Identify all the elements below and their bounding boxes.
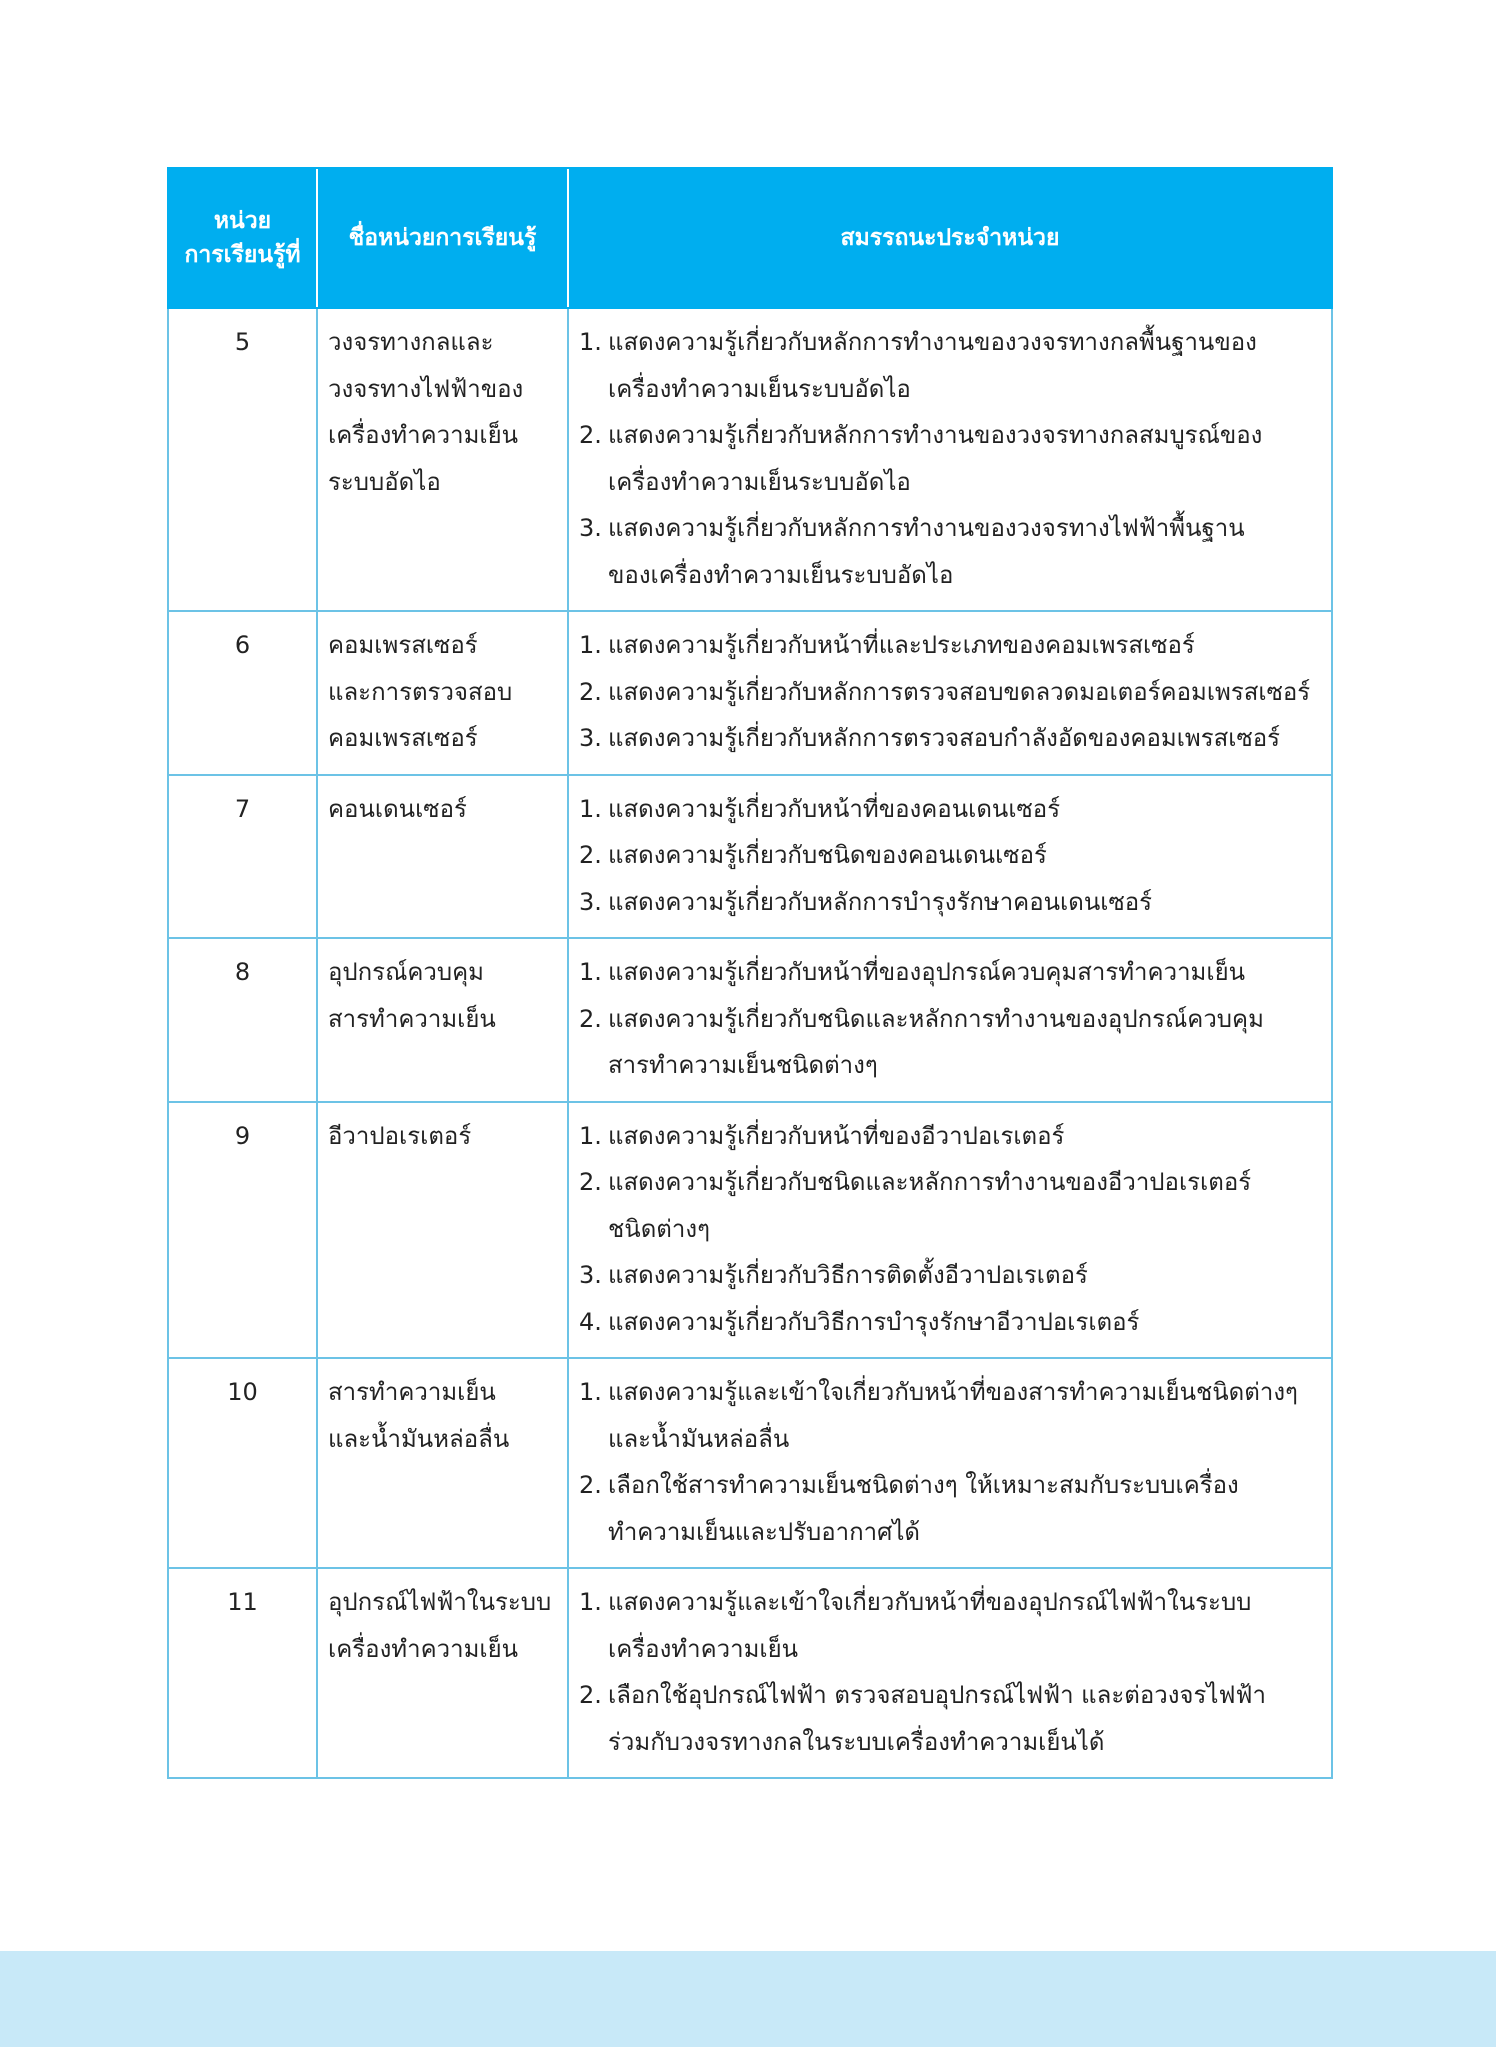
competency-cell bbox=[568, 1568, 1332, 1778]
table-row bbox=[168, 611, 1332, 775]
header-unit-line1: หน่วย bbox=[213, 208, 272, 234]
competency-list bbox=[579, 319, 1321, 598]
competency-line: สารทำความเย็นชนิดต่างๆ bbox=[608, 1051, 878, 1079]
competency-line: เครื่องทำความเย็นระบบอัดไอ bbox=[608, 374, 911, 403]
unit-number-cell: 5 bbox=[168, 308, 317, 611]
competency-line: และน้ำมันหล่อลื่น bbox=[608, 1424, 790, 1453]
competency-cell bbox=[568, 1358, 1332, 1568]
header-row bbox=[168, 168, 1332, 308]
unit-number-cell: 10 bbox=[168, 1358, 317, 1568]
competency-table bbox=[167, 167, 1333, 1779]
competency-item bbox=[579, 505, 1321, 598]
competency-number: 3. bbox=[579, 724, 602, 752]
competency-number: 2. bbox=[579, 1168, 602, 1196]
competency-line: เครื่องทำความเย็น bbox=[608, 1634, 799, 1663]
unit-name-line: สารทำความเย็น bbox=[328, 1378, 496, 1406]
competency-line: แสดงความรู้เกี่ยวกับหน้าที่และประเภทของคอมเพรสเซอร์ bbox=[608, 631, 1195, 659]
unit-name-cell bbox=[317, 308, 568, 611]
competency-list bbox=[579, 786, 1321, 926]
competency-line: แสดงความรู้เกี่ยวกับหน้าที่ของคอนเดนเซอร์ bbox=[608, 794, 1061, 823]
competency-item bbox=[579, 412, 1321, 505]
unit-name-cell bbox=[317, 611, 568, 775]
unit-name-line: อุปกรณ์ควบคุม bbox=[328, 958, 484, 986]
competency-number: 1. bbox=[579, 328, 602, 356]
competency-item bbox=[579, 1672, 1321, 1765]
competency-number: 3. bbox=[579, 887, 602, 916]
unit-name-cell bbox=[317, 775, 568, 939]
competency-line: แสดงความรู้เกี่ยวกับหลักการตรวจสอบกำลังอัดของคอมเพรสเซอร์ bbox=[608, 724, 1281, 752]
header-unit-name: ชื่อหน่วยการเรียนรู้ bbox=[317, 168, 568, 308]
header-competency: สมรรถนะประจำหน่วย bbox=[568, 168, 1332, 308]
competency-list bbox=[579, 622, 1321, 762]
competency-number: 1. bbox=[579, 1378, 602, 1406]
competency-number: 3. bbox=[579, 1261, 602, 1289]
competency-list bbox=[579, 1113, 1321, 1346]
table-row bbox=[168, 1568, 1332, 1778]
competency-number: 2. bbox=[579, 1004, 602, 1033]
unit-name-line: และน้ำมันหล่อลื่น bbox=[328, 1424, 510, 1453]
competency-item bbox=[579, 996, 1321, 1089]
unit-name-line: อุปกรณ์ไฟฟ้าในระบบ bbox=[328, 1588, 552, 1616]
competency-number: 4. bbox=[579, 1307, 602, 1336]
competency-item bbox=[579, 832, 1321, 879]
competency-item bbox=[579, 1159, 1321, 1252]
competency-number: 2. bbox=[579, 841, 602, 869]
competency-line: แสดงความรู้เกี่ยวกับชนิดและหลักการทำงานของอีวาปอเรเตอร์ bbox=[608, 1168, 1252, 1196]
competency-number: 1. bbox=[579, 1121, 602, 1150]
unit-number-cell: 11 bbox=[168, 1568, 317, 1778]
competency-number: 2. bbox=[579, 1681, 602, 1709]
competency-number: 2. bbox=[579, 421, 602, 449]
competency-line: เลือกใช้สารทำความเย็นชนิดต่างๆ ให้เหมาะสมกับระบบเครื่อง bbox=[608, 1471, 1239, 1499]
unit-name-line: วงจรทางกลและ bbox=[328, 328, 494, 356]
competency-line: แสดงความรู้เกี่ยวกับหน้าที่ของอุปกรณ์ควบคุมสารทำความเย็น bbox=[608, 958, 1246, 986]
competency-item bbox=[579, 669, 1321, 716]
competency-line: ของเครื่องทำความเย็นระบบอัดไอ bbox=[608, 560, 954, 589]
competency-item bbox=[579, 1252, 1321, 1299]
unit-name-line: และการตรวจสอบ bbox=[328, 677, 513, 706]
competency-line: แสดงความรู้เกี่ยวกับหน้าที่ของอีวาปอเรเตอร์ bbox=[608, 1121, 1065, 1150]
unit-name-line: เครื่องทำความเย็น bbox=[328, 421, 519, 449]
competency-cell bbox=[568, 1102, 1332, 1359]
competency-line: แสดงความรู้เกี่ยวกับหลักการทำงานของวงจรทางกลพื้นฐานของ bbox=[608, 328, 1257, 356]
competency-cell bbox=[568, 308, 1332, 611]
competency-number: 1. bbox=[579, 958, 602, 986]
unit-name-line: คอมเพรสเซอร์ bbox=[328, 724, 478, 752]
unit-name-line: อีวาปอเรเตอร์ bbox=[328, 1121, 472, 1150]
competency-table-container bbox=[167, 167, 1331, 1779]
table-row bbox=[168, 1102, 1332, 1359]
competency-item bbox=[579, 1579, 1321, 1672]
competency-line: แสดงความรู้เกี่ยวกับชนิดและหลักการทำงานของอุปกรณ์ควบคุม bbox=[608, 1004, 1264, 1033]
competency-line: เครื่องทำความเย็นระบบอัดไอ bbox=[608, 467, 911, 496]
unit-name-line: สารทำความเย็น bbox=[328, 1004, 496, 1033]
competency-item bbox=[579, 879, 1321, 926]
competency-line: แสดงความรู้และเข้าใจเกี่ยวกับหน้าที่ของสารทำความเย็นชนิดต่างๆ bbox=[608, 1378, 1298, 1406]
competency-line: เลือกใช้อุปกรณ์ไฟฟ้า ตรวจสอบอุปกรณ์ไฟฟ้า และต่อวงจรไฟฟ้า bbox=[608, 1681, 1266, 1709]
competency-line: ร่วมกับวงจรทางกลในระบบเครื่องทำความเย็นได้ bbox=[608, 1727, 1105, 1756]
competency-item bbox=[579, 1299, 1321, 1346]
header-unit-line2: การเรียนรู้ที่ bbox=[184, 242, 301, 268]
table-header bbox=[168, 168, 1332, 308]
competency-cell bbox=[568, 611, 1332, 775]
unit-number-cell: 6 bbox=[168, 611, 317, 775]
competency-number: 1. bbox=[579, 1588, 602, 1616]
competency-line: แสดงความรู้เกี่ยวกับวิธีการบำรุงรักษาอีวาปอเรเตอร์ bbox=[608, 1307, 1140, 1336]
competency-item bbox=[579, 786, 1321, 833]
competency-line: แสดงความรู้เกี่ยวกับหลักการทำงานของวงจรทางไฟฟ้าพื้นฐาน bbox=[608, 514, 1245, 542]
table-body bbox=[168, 308, 1332, 1778]
competency-item bbox=[579, 949, 1321, 996]
competency-line: แสดงความรู้เกี่ยวกับหลักการตรวจสอบขดลวดมอเตอร์คอมเพรสเซอร์ bbox=[608, 677, 1311, 706]
competency-line: แสดงความรู้และเข้าใจเกี่ยวกับหน้าที่ของอุปกรณ์ไฟฟ้าในระบบ bbox=[608, 1588, 1252, 1616]
table-row bbox=[168, 308, 1332, 611]
unit-number-cell: 7 bbox=[168, 775, 317, 939]
competency-number: 2. bbox=[579, 677, 602, 706]
competency-number: 2. bbox=[579, 1471, 602, 1499]
competency-number: 3. bbox=[579, 514, 602, 542]
footer-band bbox=[0, 1951, 1496, 2047]
competency-item bbox=[579, 319, 1321, 412]
competency-item bbox=[579, 622, 1321, 669]
unit-name-line: เครื่องทำความเย็น bbox=[328, 1634, 519, 1663]
unit-name-cell bbox=[317, 1102, 568, 1359]
competency-number: 1. bbox=[579, 631, 602, 659]
competency-cell bbox=[568, 938, 1332, 1102]
table-row bbox=[168, 775, 1332, 939]
table-row bbox=[168, 938, 1332, 1102]
header-unit-number bbox=[168, 168, 317, 308]
competency-list bbox=[579, 1369, 1321, 1555]
competency-line: แสดงความรู้เกี่ยวกับวิธีการติดตั้งอีวาปอเรเตอร์ bbox=[608, 1261, 1088, 1289]
unit-name-cell bbox=[317, 938, 568, 1102]
competency-item bbox=[579, 1113, 1321, 1160]
unit-name-line: ระบบอัดไอ bbox=[328, 467, 441, 496]
unit-number-cell: 9 bbox=[168, 1102, 317, 1359]
competency-line: แสดงความรู้เกี่ยวกับหลักการบำรุงรักษาคอนเดนเซอร์ bbox=[608, 887, 1153, 916]
competency-list bbox=[579, 949, 1321, 1089]
table-row bbox=[168, 1358, 1332, 1568]
unit-name-cell bbox=[317, 1568, 568, 1778]
competency-item bbox=[579, 1369, 1321, 1462]
competency-line: ชนิดต่างๆ bbox=[608, 1214, 710, 1243]
unit-name-line: คอมเพรสเซอร์ bbox=[328, 631, 478, 659]
unit-name-line: วงจรทางไฟฟ้าของ bbox=[328, 374, 524, 403]
competency-item bbox=[579, 715, 1321, 762]
competency-line: แสดงความรู้เกี่ยวกับหลักการทำงานของวงจรทางกลสมบูรณ์ของ bbox=[608, 421, 1263, 449]
competency-number: 1. bbox=[579, 794, 602, 823]
competency-item bbox=[579, 1462, 1321, 1555]
unit-name-line: คอนเดนเซอร์ bbox=[328, 794, 467, 823]
competency-cell bbox=[568, 775, 1332, 939]
competency-line: ทำความเย็นและปรับอากาศได้ bbox=[608, 1517, 921, 1546]
competency-list bbox=[579, 1579, 1321, 1765]
competency-line: แสดงความรู้เกี่ยวกับชนิดของคอนเดนเซอร์ bbox=[608, 841, 1047, 869]
unit-name-cell bbox=[317, 1358, 568, 1568]
unit-number-cell: 8 bbox=[168, 938, 317, 1102]
